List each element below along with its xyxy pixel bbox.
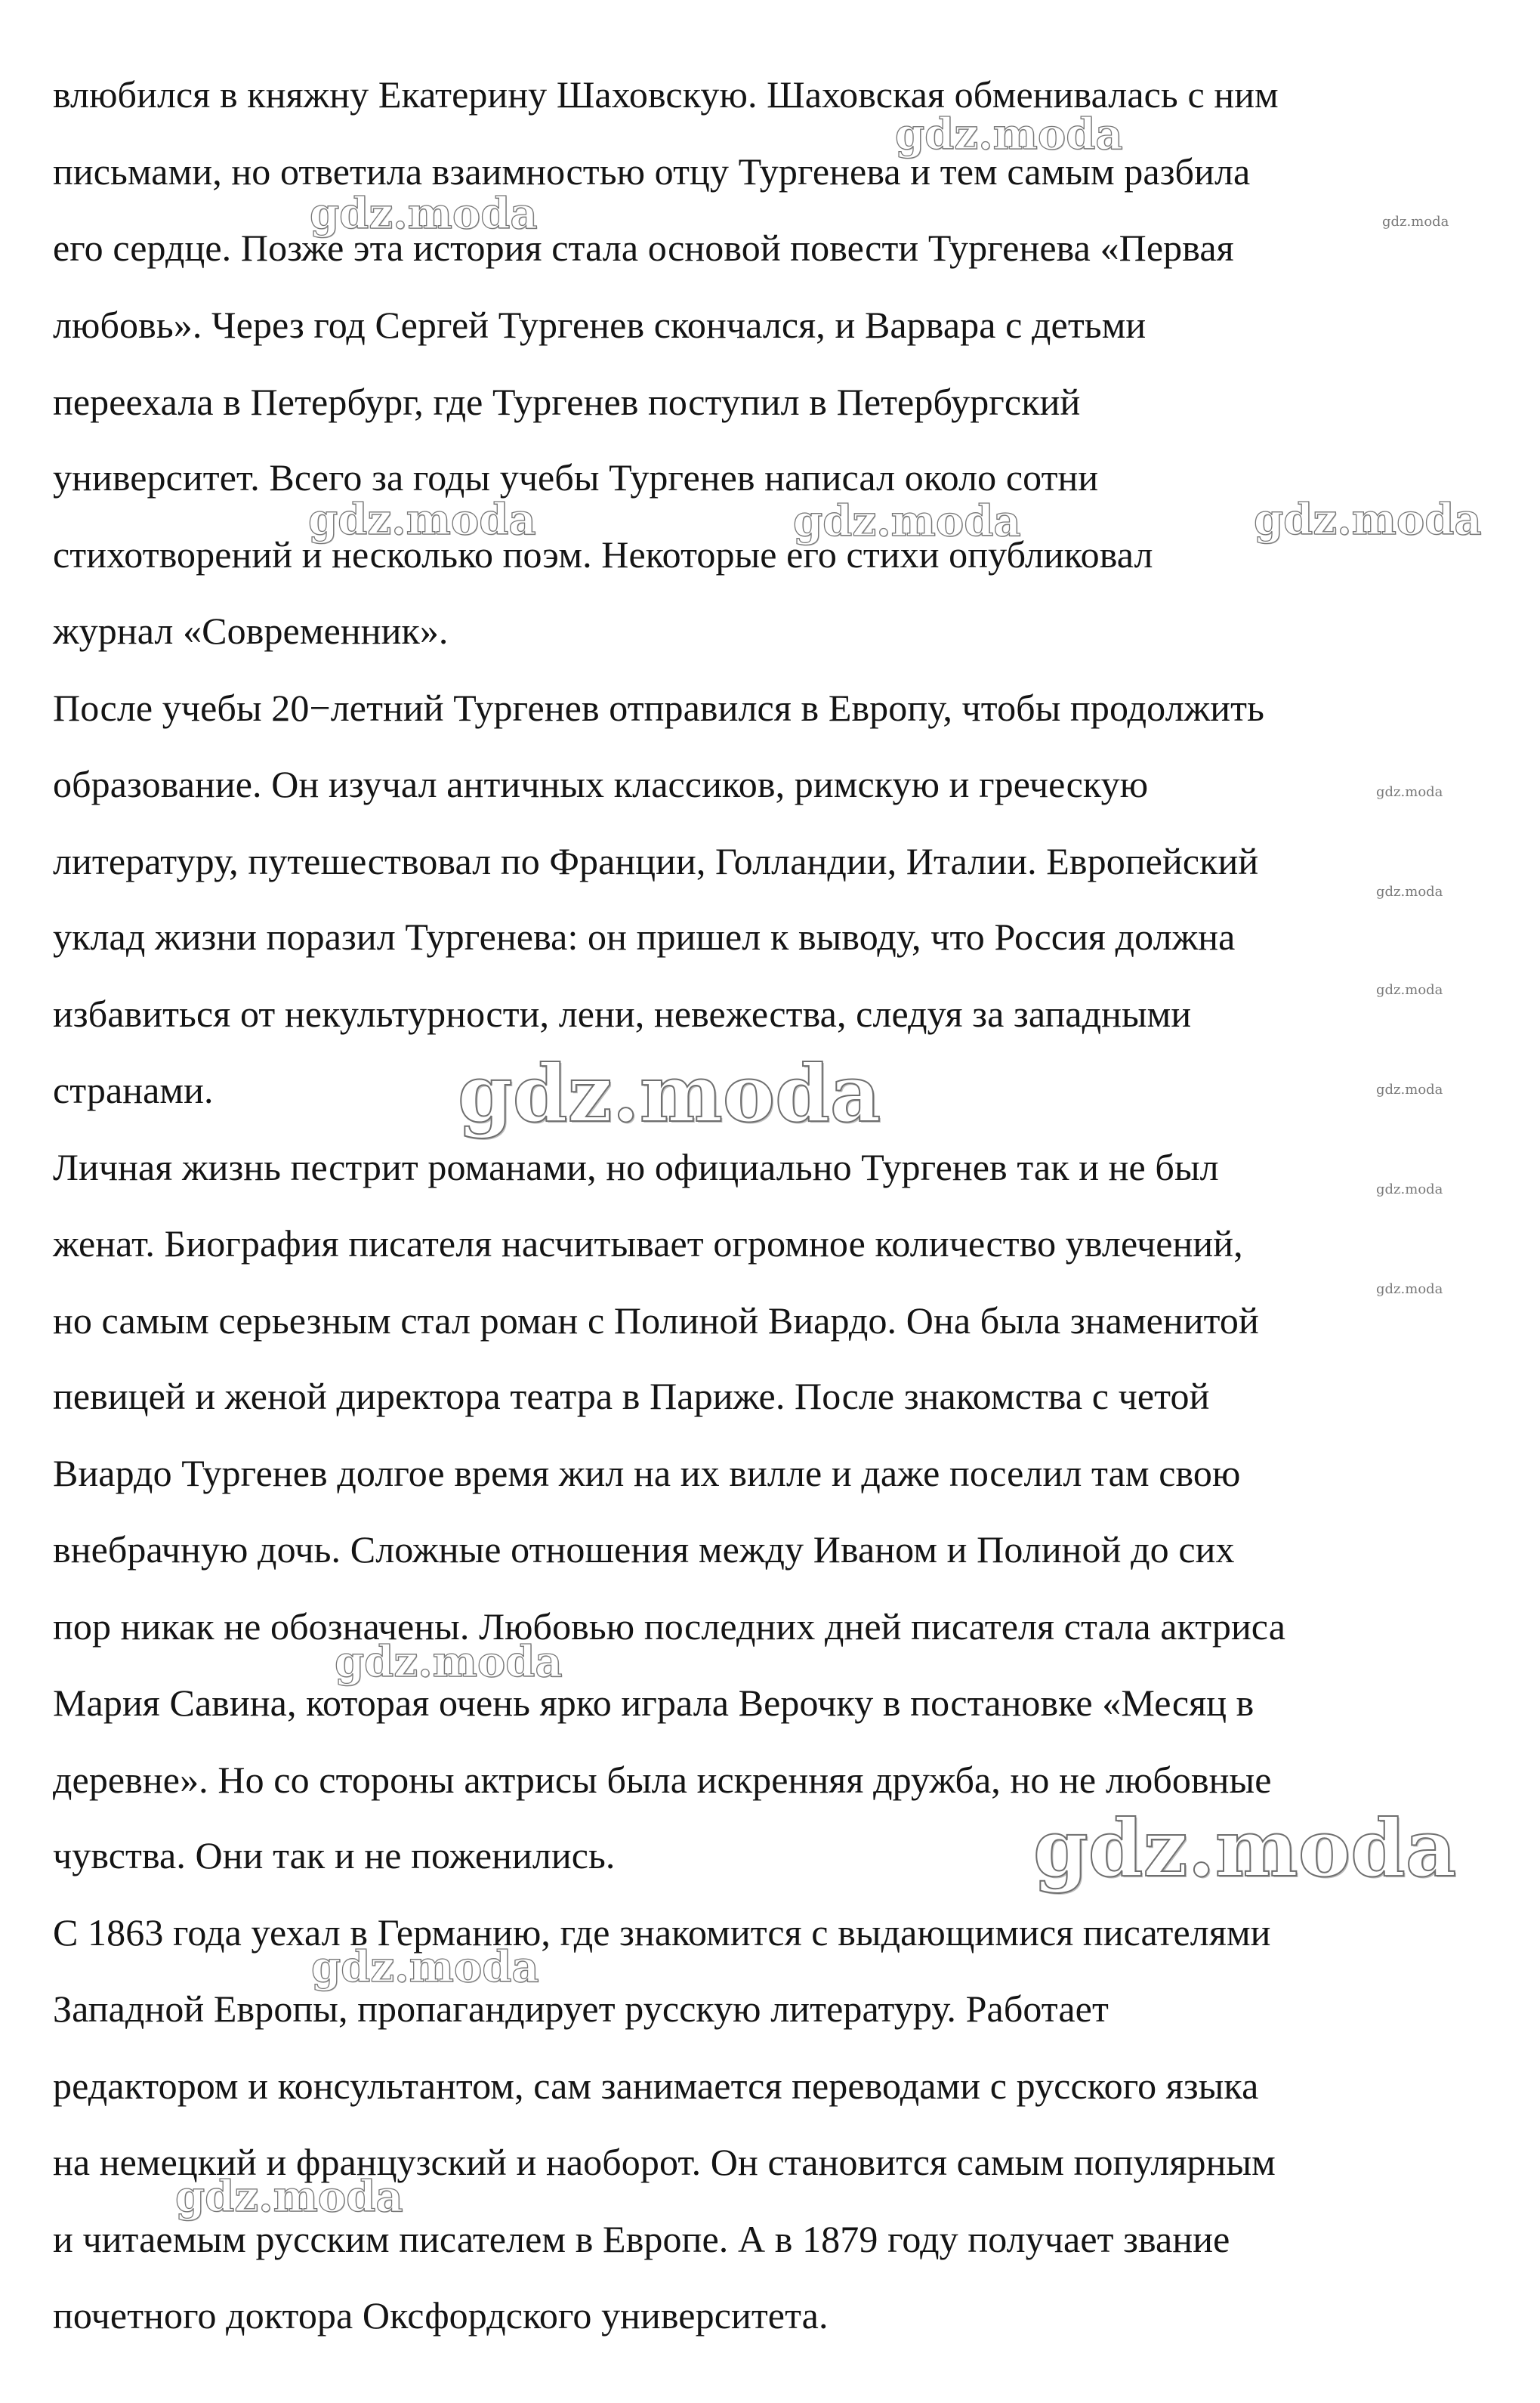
- watermark: gdz.moda: [1376, 1281, 1443, 1297]
- watermark: gdz.moda: [1376, 982, 1443, 998]
- text-line: стихотворений и несколько поэм. Некоторые его стихи опубликовал: [53, 533, 1153, 576]
- text-line: переехала в Петербург, где Тургенев поступил в Петербургский: [53, 381, 1081, 423]
- text-line: редактором и консультантом, сам занимается переводами с русского языка: [53, 2065, 1259, 2107]
- text-line: образование. Он изучал античных классиков, римскую и греческую: [53, 763, 1149, 805]
- watermark: gdz.moda: [175, 2172, 403, 2222]
- text-line: женат. Биография писателя насчитывает огромное количество увлечений,: [53, 1222, 1243, 1265]
- text-line: деревне». Но со стороны актрисы была искренняя дружба, но не любовные: [53, 1759, 1272, 1801]
- text-line: певицей и женой директора театра в Париже. После знакомства с четой: [53, 1375, 1210, 1417]
- text-line: но самым серьезным стал роман с Полиной Виардо. Она была знаменитой: [53, 1299, 1259, 1342]
- watermark: gdz.moda: [1376, 784, 1443, 800]
- watermark: gdz.moda: [1376, 884, 1443, 900]
- watermark: gdz.moda: [311, 1942, 539, 1992]
- text-line: Личная жизнь пестрит романами, но официально Тургенев так и не был: [53, 1146, 1219, 1188]
- text-line: университет. Всего за годы учебы Тургенев написал около сотни: [53, 456, 1099, 499]
- text-line: Виардо Тургенев долгое время жил на их вилле и даже поселил там свою: [53, 1452, 1241, 1494]
- text-line: на немецкий и французский и наоборот. Он становится самым популярным: [53, 2141, 1276, 2183]
- text-line: любовь». Через год Сергей Тургенев скончался, и Варвара с детьми: [53, 304, 1147, 346]
- watermark: gdz.moda: [1033, 1802, 1457, 1895]
- text-line: его сердце. Позже эта история стала основой повести Тургенева «Первая: [53, 227, 1234, 269]
- watermark: gdz.moda: [308, 495, 536, 545]
- text-line: После учебы 20−летний Тургенев отправился в Европу, чтобы продолжить: [53, 687, 1265, 729]
- text-line: литературу, путешествовал по Франции, Голландии, Италии. Европейский: [53, 840, 1259, 882]
- watermark: gdz.moda: [1254, 495, 1482, 545]
- watermark: gdz.moda: [458, 1047, 881, 1140]
- text-line: и читаемым русским писателем в Европе. А в 1879 году получает звание: [53, 2218, 1230, 2260]
- text-line: Мария Савина, которая очень ярко играла Верочку в постановке «Месяц в: [53, 1682, 1255, 1724]
- text-line: странами.: [53, 1069, 214, 1111]
- watermark: gdz.moda: [335, 1637, 563, 1687]
- watermark: gdz.moda: [793, 496, 1021, 546]
- text-line: письмами, но ответила взаимностью отцу Тургенева и тем самым разбила: [53, 150, 1251, 193]
- text-line: влюбился в княжну Екатерину Шаховскую. Шаховская обменивалась с ним: [53, 73, 1279, 116]
- watermark: gdz.moda: [895, 110, 1123, 159]
- text-line: уклад жизни поразил Тургенева: он пришел к выводу, что Россия должна: [53, 916, 1236, 958]
- watermark: gdz.moda: [1376, 1082, 1443, 1098]
- text-line: пор никак не обозначены. Любовью последних дней писателя стала актриса: [53, 1605, 1285, 1648]
- watermark: gdz.moda: [1382, 214, 1449, 230]
- text-line: С 1863 года уехал в Германию, где знакомится с выдающимися писателями: [53, 1911, 1271, 1954]
- text-line: журнал «Современник».: [53, 610, 449, 652]
- watermark: gdz.moda: [310, 189, 538, 239]
- text-line: чувства. Они так и не поженились.: [53, 1834, 616, 1876]
- text-line: Западной Европы, пропагандирует русскую литературу. Работает: [53, 1988, 1109, 2030]
- watermark: gdz.moda: [1376, 1181, 1443, 1197]
- text-line: избавиться от некультурности, лени, невежества, следуя за западными: [53, 993, 1192, 1035]
- text-line: почетного доктора Оксфордского университета.: [53, 2294, 829, 2337]
- text-line: внебрачную дочь. Сложные отношения между Иваном и Полиной до сих: [53, 1528, 1235, 1571]
